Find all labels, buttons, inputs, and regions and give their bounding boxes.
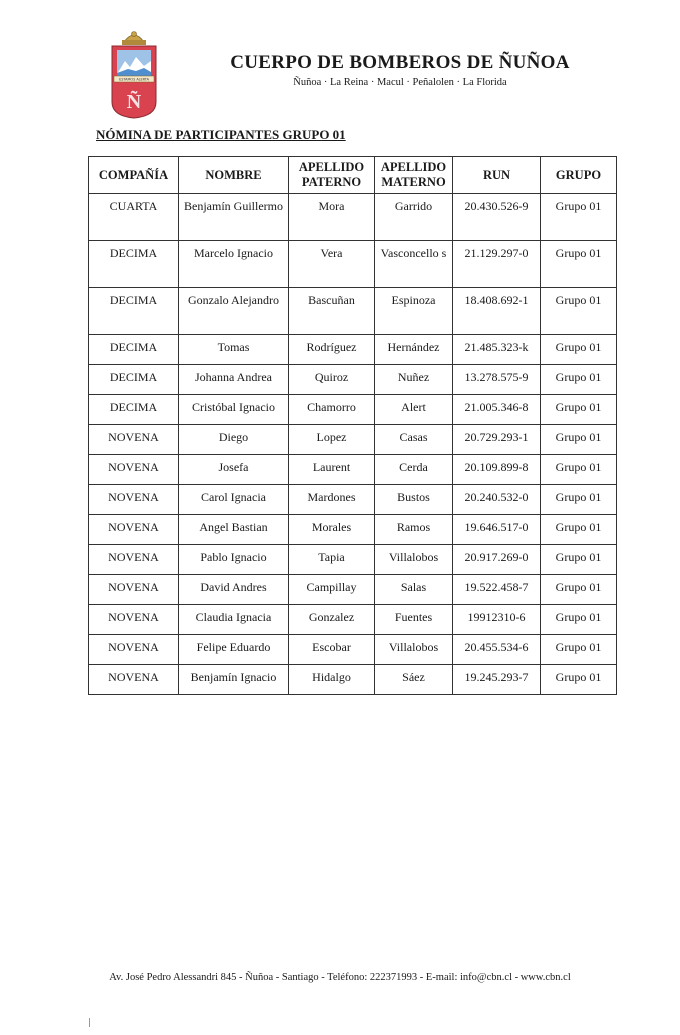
- table-row: [89, 485, 617, 515]
- cell-apellido-materno: Villalobos: [375, 545, 453, 575]
- cell-apellido-paterno: Laurent: [289, 455, 375, 485]
- cell-apellido-materno: Alert: [375, 395, 453, 425]
- cell-grupo: Grupo 01: [541, 665, 617, 695]
- cell-compania: NOVENA: [89, 605, 179, 635]
- table-row: [89, 194, 617, 241]
- table-row: [89, 395, 617, 425]
- column-header-compania: COMPAÑÍA: [89, 157, 179, 194]
- cell-compania: NOVENA: [89, 515, 179, 545]
- cell-grupo: Grupo 01: [541, 365, 617, 395]
- cell-apellido-materno: Cerda: [375, 455, 453, 485]
- cell-apellido-materno: Ramos: [375, 515, 453, 545]
- cell-apellido-materno: Salas: [375, 575, 453, 605]
- cell-apellido-paterno: Morales: [289, 515, 375, 545]
- cell-apellido-materno: Vasconcello s: [375, 241, 453, 288]
- cell-nombre: David Andres: [179, 575, 289, 605]
- cell-apellido-paterno: Gonzalez: [289, 605, 375, 635]
- table-row: [89, 365, 617, 395]
- cell-run: 18.408.692-1: [453, 288, 541, 335]
- cell-compania: NOVENA: [89, 575, 179, 605]
- cell-nombre: Claudia Ignacia: [179, 605, 289, 635]
- cell-nombre: Diego: [179, 425, 289, 455]
- cell-nombre: Benjamín Ignacio: [179, 665, 289, 695]
- table-row: [89, 455, 617, 485]
- cell-compania: DECIMA: [89, 241, 179, 288]
- participants-table: [88, 156, 617, 695]
- cell-apellido-paterno: Chamorro: [289, 395, 375, 425]
- table-row: [89, 288, 617, 335]
- cell-apellido-materno: Casas: [375, 425, 453, 455]
- cell-apellido-paterno: Bascuñan: [289, 288, 375, 335]
- cell-apellido-materno: Hernández: [375, 335, 453, 365]
- cell-grupo: Grupo 01: [541, 395, 617, 425]
- cell-nombre: Tomas: [179, 335, 289, 365]
- footer-contact-line: Av. José Pedro Alessandri 845 - Ñuñoa - Santiago - Teléfono: 222371993 - E-mail: info@cbn.cl - www.cbn.cl: [109, 972, 571, 983]
- cell-compania: NOVENA: [89, 485, 179, 515]
- cell-compania: NOVENA: [89, 455, 179, 485]
- column-header-apellido-paterno: APELLIDO PATERNO: [289, 157, 375, 194]
- cell-apellido-paterno: Vera: [289, 241, 375, 288]
- table-row: [89, 665, 617, 695]
- table-row: [89, 425, 617, 455]
- table-row: [89, 605, 617, 635]
- cell-apellido-paterno: Mora: [289, 194, 375, 241]
- cell-grupo: Grupo 01: [541, 605, 617, 635]
- cell-grupo: Grupo 01: [541, 425, 617, 455]
- cell-run: 19.522.458-7: [453, 575, 541, 605]
- cell-grupo: Grupo 01: [541, 335, 617, 365]
- cell-nombre: Marcelo Ignacio: [179, 241, 289, 288]
- table-row: [89, 515, 617, 545]
- cell-nombre: Benjamín Guillermo: [179, 194, 289, 241]
- cell-apellido-paterno: Quiroz: [289, 365, 375, 395]
- cell-apellido-materno: Sáez: [375, 665, 453, 695]
- cell-grupo: Grupo 01: [541, 485, 617, 515]
- cell-compania: DECIMA: [89, 335, 179, 365]
- cell-apellido-paterno: Rodríguez: [289, 335, 375, 365]
- cell-grupo: Grupo 01: [541, 545, 617, 575]
- crest-ribbon-text: ESTAMOS ALERTA: [119, 77, 149, 82]
- table-row: [89, 635, 617, 665]
- cell-grupo: Grupo 01: [541, 241, 617, 288]
- cell-apellido-paterno: Mardones: [289, 485, 375, 515]
- cell-grupo: Grupo 01: [541, 635, 617, 665]
- table-row: [89, 545, 617, 575]
- cell-apellido-paterno: Escobar: [289, 635, 375, 665]
- cell-grupo: Grupo 01: [541, 455, 617, 485]
- cell-compania: NOVENA: [89, 665, 179, 695]
- column-header-nombre: NOMBRE: [179, 157, 289, 194]
- cell-run: 21.005.346-8: [453, 395, 541, 425]
- cell-run: 21.485.323-k: [453, 335, 541, 365]
- cell-compania: NOVENA: [89, 425, 179, 455]
- cell-run: 20.729.293-1: [453, 425, 541, 455]
- column-header-apellido-materno: APELLIDO MATERNO: [375, 157, 453, 194]
- cell-compania: NOVENA: [89, 545, 179, 575]
- cell-run: 20.430.526-9: [453, 194, 541, 241]
- cell-run: 13.278.575-9: [453, 365, 541, 395]
- cell-apellido-materno: Villalobos: [375, 635, 453, 665]
- table-header-row: [89, 157, 617, 194]
- cell-apellido-paterno: Campillay: [289, 575, 375, 605]
- cell-apellido-paterno: Tapia: [289, 545, 375, 575]
- column-header-run: RUN: [453, 157, 541, 194]
- cell-nombre: Johanna Andrea: [179, 365, 289, 395]
- organization-subtitle: Ñuñoa · La Reina · Macul · Peñalolen · La Florida: [293, 77, 507, 88]
- cell-grupo: Grupo 01: [541, 194, 617, 241]
- cell-nombre: Josefa: [179, 455, 289, 485]
- document-heading: NÓMINA DE PARTICIPANTES GRUPO 01: [96, 127, 346, 142]
- table-row: [89, 575, 617, 605]
- cell-apellido-materno: Fuentes: [375, 605, 453, 635]
- cell-nombre: Cristóbal Ignacio: [179, 395, 289, 425]
- cell-compania: CUARTA: [89, 194, 179, 241]
- organization-title: CUERPO DE BOMBEROS DE ÑUÑOA: [230, 52, 570, 73]
- cell-run: 19.646.517-0: [453, 515, 541, 545]
- cell-grupo: Grupo 01: [541, 515, 617, 545]
- cell-run: 20.917.269-0: [453, 545, 541, 575]
- cell-apellido-materno: Bustos: [375, 485, 453, 515]
- cell-apellido-materno: Nuñez: [375, 365, 453, 395]
- cell-run: 19912310-6: [453, 605, 541, 635]
- cell-apellido-materno: Espinoza: [375, 288, 453, 335]
- page-margin-mark: [89, 1018, 90, 1027]
- cell-nombre: Carol Ignacia: [179, 485, 289, 515]
- fire-brigade-crest-icon: [108, 28, 160, 120]
- cell-nombre: Pablo Ignacio: [179, 545, 289, 575]
- column-header-grupo: GRUPO: [541, 157, 617, 194]
- cell-run: 20.455.534-6: [453, 635, 541, 665]
- cell-apellido-materno: Garrido: [375, 194, 453, 241]
- cell-compania: DECIMA: [89, 365, 179, 395]
- cell-apellido-paterno: Lopez: [289, 425, 375, 455]
- table-row: [89, 241, 617, 288]
- table-row: [89, 335, 617, 365]
- cell-apellido-paterno: Hidalgo: [289, 665, 375, 695]
- cell-run: 21.129.297-0: [453, 241, 541, 288]
- cell-nombre: Gonzalo Alejandro: [179, 288, 289, 335]
- cell-compania: DECIMA: [89, 395, 179, 425]
- cell-compania: DECIMA: [89, 288, 179, 335]
- cell-grupo: Grupo 01: [541, 288, 617, 335]
- cell-nombre: Angel Bastian: [179, 515, 289, 545]
- cell-nombre: Felipe Eduardo: [179, 635, 289, 665]
- cell-run: 19.245.293-7: [453, 665, 541, 695]
- crest-letter: Ñ: [126, 91, 142, 113]
- cell-run: 20.109.899-8: [453, 455, 541, 485]
- cell-run: 20.240.532-0: [453, 485, 541, 515]
- cell-grupo: Grupo 01: [541, 575, 617, 605]
- cell-compania: NOVENA: [89, 635, 179, 665]
